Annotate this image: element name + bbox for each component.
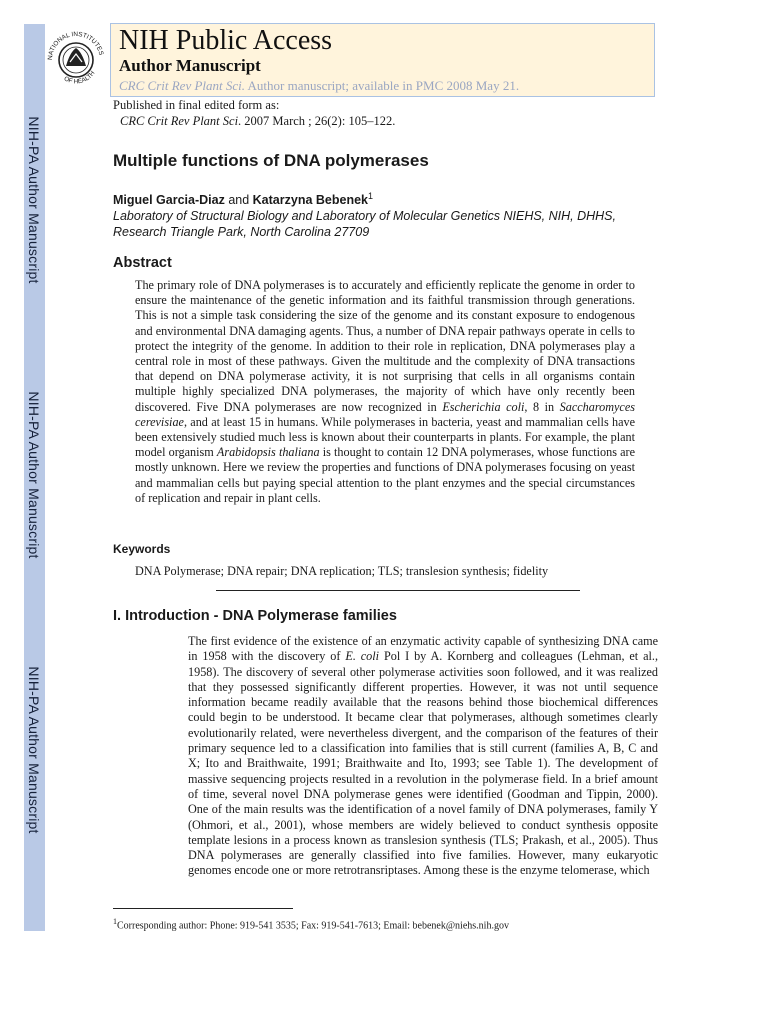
abstract-body	[135, 278, 635, 506]
author-list	[113, 191, 373, 207]
intro-heading: I. Introduction - DNA Polymerase families	[113, 608, 397, 624]
published-label: Published in final edited form as:	[113, 98, 280, 112]
abstract-text-1: The primary role of DNA polymerases is to accurately and efficiently replicate the genome in order to ensure the maintenance of the genetic information and its faithful transmission through generations. This is not a simple task considering the size of the genome and its constant exposure to endogenous and environmental DNA damaging agents. Thus, a number of DNA repair pathways operate in cells to protect the integrity of the genome. In addition to their role in replication, DNA polymerases play a central role in most of these pathways. Given the multitude and the complexity of DNA transactions that depend on DNA polymerase activity, it is not surprising that cells in all organisms contain multiple highly specialized DNA polymerases, the majority of which have only recently been discovered. Five DNA polymerases are now recognized in	[135, 278, 635, 414]
author-1: Miguel Garcia-Diaz	[113, 193, 225, 208]
intro-text-1: The first evidence of the existence of an enzymatic activity capable of synthesizing DNA came in 1958 with the discovery of	[188, 634, 658, 664]
manuscript-availability	[119, 78, 519, 94]
affiliation-line-1: Laboratory of Structural Biology and Laboratory of Molecular Genetics NIEHS, NIH, DHHS,	[113, 209, 616, 223]
intro-body	[188, 634, 658, 879]
article-title: Multiple functions of DNA polymerases	[113, 151, 429, 170]
side-label-top: NIH-PA Author Manuscript	[26, 116, 42, 284]
abstract-text-3: , and at least 15 in humans. While polymerases in bacteria, yeast and mammalian cells have been extensively studied much less is known about their counterparts in plants. For example, the plant model organism	[135, 414, 635, 460]
abstract-heading: Abstract	[113, 255, 172, 271]
footnote	[113, 917, 509, 931]
footnote-marker: 1	[113, 917, 117, 926]
keywords-heading: Keywords	[113, 542, 171, 556]
species-arabidopsis: Arabidopsis thaliana	[216, 445, 320, 460]
intro-text-2: Pol I by A. Kornberg and colleagues (Lehman, et al., 1958). The discovery of several other polymerase activities soon followed, and it was realized that they possessed significantly different properties. However, it was not until sequence information became readily available that the reasons behind those biochemical differences could begin to be understood. It became clear that polymerases, although sometimes clearly evolutionarily related, were nevertheless divergent, and the comparison of the features of their primary sequence led to a classification into families that is still current (families A, B, C and X; Ito and Braithwaite, 1991; Braithwaite and Ito, 1993; see Table 1). The development of massive sequencing projects resulted in a revolution in the polymerase field. In a brief amount of time, several novel DNA polymerase genes were identified (Goodman and Tippin, 2000). One of the main results was the identification of a novel family of DNA polymerases, family Y (Ohmori, et al., 2001), whose members are widely believed to conduct synthesis opposite template lesions in a process known as translesion synthesis (TLS; Prakash, et al., 2005). Thus DNA polymerases are generally classified into five families. However, many eukaryotic genomes encode one or more retrotransriptases. Among these is the enzyme telomerase, which	[188, 649, 658, 878]
citation-details: . 2007 March ; 26(2): 105–122.	[238, 114, 396, 128]
seal-text-bottom: OF HEALTH	[62, 69, 97, 86]
keywords-list: DNA Polymerase; DNA repair; DNA replication; TLS; translesion synthesis; fidelity	[135, 564, 549, 578]
footnote-rule	[113, 908, 293, 909]
author-2: Katarzyna Bebenek	[252, 193, 368, 208]
journal-abbrev: CRC Crit Rev Plant Sci.	[119, 78, 246, 93]
journal-name: CRC Crit Rev Plant Sci	[120, 114, 239, 128]
author-conjunction: and	[224, 193, 253, 208]
nih-header-box	[110, 23, 655, 97]
citation-line	[120, 114, 395, 129]
species-ecoli: Escherichia coli	[442, 399, 525, 414]
affiliation-line-2: Research Triangle Park, North Carolina 27709	[113, 225, 370, 239]
nih-title: NIH Public Access	[119, 25, 333, 56]
side-label-middle: NIH-PA Author Manuscript	[26, 391, 42, 559]
species-yeast: Saccharomyces cerevisiae	[135, 399, 635, 429]
footnote-text: Corresponding author: Phone: 919-541 3535; Fax: 919-541-7613; Email: bebenek@niehs.nih.gov	[117, 920, 509, 932]
abstract-text-2: , 8 in	[524, 399, 560, 414]
availability-text: Author manuscript; available in PMC 2008 May 21.	[245, 78, 520, 93]
species-ecoli-intro: E. coli	[345, 649, 380, 664]
author-footnote-marker: 1	[367, 191, 373, 201]
abstract-text-4: is thought to contain 12 DNA polymerases, whose functions are mostly unknown. Here we review the properties and functions of DNA polymerases focusing on yeast and mammalian cells but paying special attention to the plant enzymes and the special circumstances of replication and repair in plant cells.	[135, 445, 635, 505]
author-manuscript-label: Author Manuscript	[119, 56, 261, 75]
side-label-bottom: NIH-PA Author Manuscript	[26, 666, 42, 834]
seal-text-top: NATIONAL INSTITUTES	[46, 30, 105, 61]
nih-seal-logo	[44, 22, 108, 94]
section-divider	[216, 590, 580, 591]
